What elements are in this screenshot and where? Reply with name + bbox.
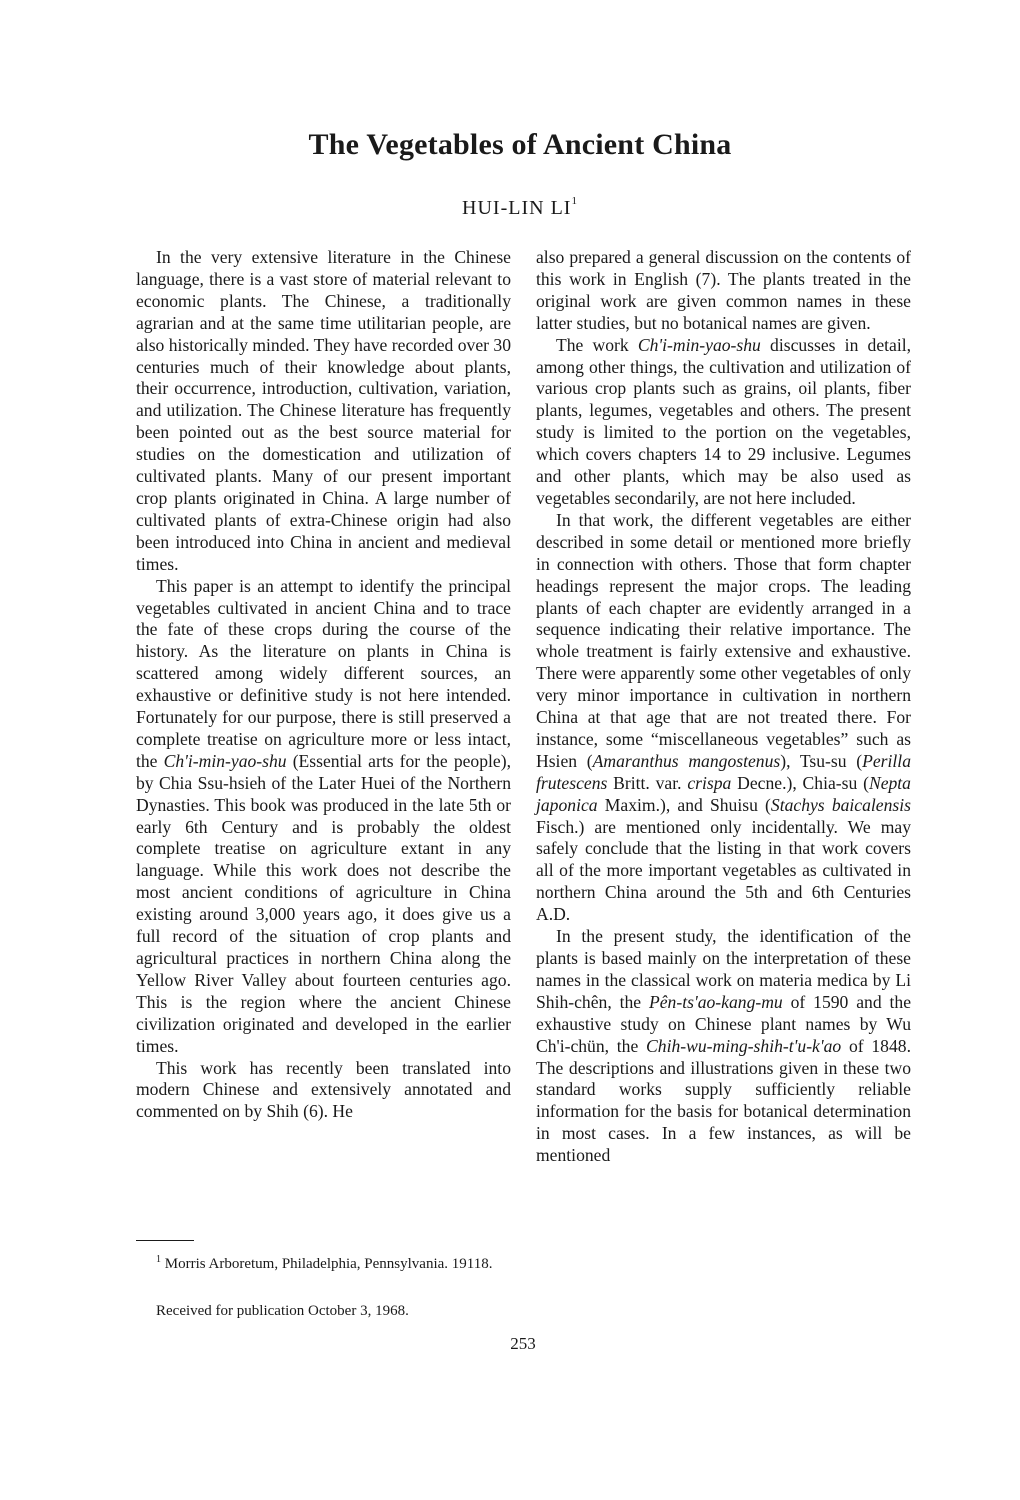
paragraph (536, 510, 911, 926)
paragraph-text: of 1590 and the exhaustive study on Chinese plant names by Wu Ch'i-chün, the (536, 991, 911, 1056)
left-column (136, 247, 511, 1123)
species-name: crispa (687, 772, 732, 793)
work-title: Pên-ts'ao-kang-mu (649, 991, 783, 1012)
paragraph-text: ), Tsu-su ( (780, 750, 863, 771)
species-name: Nepta japonica (536, 772, 911, 815)
paragraph-text: The work (556, 334, 629, 355)
footnote-text: Morris Arboretum, Philadelphia, Pennsylvania. 19118. (164, 1256, 493, 1272)
paragraph-text: This work has recently been translated into modern Chinese and extensively annotated and commented on by Shih (6). He (136, 1057, 511, 1122)
species-name: Perilla frutescens (536, 750, 911, 793)
work-title: Chih-wu-ming-shih-t'u-k'ao (646, 1035, 842, 1056)
paragraph (136, 247, 511, 576)
page-number: 253 (510, 1334, 536, 1353)
paragraph-text: This paper is an attempt to identify the principal vegetables cultivated in ancient China and to trace the fate of these crops during the course of the history. As the literature on plants in China is scattered among widely different sources, an exhaustive or definitive study is not here intended. Fortunately for our purpose, there is still preserved a complete treatise on agriculture more or less intact, the (136, 575, 511, 771)
work-title: Ch'i-min-yao-shu (637, 334, 761, 355)
species-name: Stachys baicalensis (770, 794, 911, 815)
footnote-rule (136, 1240, 194, 1241)
paragraph-text: discusses in detail, among other things, the cultivation and utilization of various crop plants such as grains, oil plants, fiber plants, legumes, vegetables and others. The present study is limited to the portion on the vegetables, which covers chapters 14 to 29 inclusive. Legumes and other plants, which may be also used as vegetables secondarily, are not here included. (536, 334, 912, 508)
author-line (0, 197, 1020, 220)
paragraph (536, 247, 911, 335)
footnote-mark: 1 (156, 1254, 161, 1265)
paragraph-text: of 1848. The descriptions and illustrations given in these two standard works supply sufficiently reliable information for the basis for botanical determination in most cases. In a few instances, as will be mentioned (536, 1035, 911, 1166)
article-title: The Vegetables of Ancient China (308, 128, 732, 161)
footnote (136, 1250, 511, 1274)
paragraph (536, 926, 911, 1167)
right-column (536, 247, 911, 1167)
paragraph-text: In the present study, the identification of the plants is based mainly on the interpretation of these names in the classical work on materia medica by Li Shih-chên, the (536, 926, 911, 1012)
paragraph-text: Maxim.), and Shuisu ( (604, 794, 771, 815)
received-date: Received for publication October 3, 1968. (156, 1303, 409, 1319)
paragraph (536, 335, 911, 510)
paragraph-text: Fisch.) are mentioned only incidentally. We may safely conclude that the listing in that work covers all of the more important vegetables as cultivated in northern China around the 5th and 6th Centuries A.D. (536, 816, 911, 925)
species-name: Amaranthus mangostenus (592, 750, 781, 771)
paragraph-text: Britt. var. (613, 772, 682, 793)
paragraph (136, 576, 511, 1058)
paragraph-text: In that work, the different vegetables are either described in some detail or mentioned more briefly in connection with others. Those that form chapter headings represent the major crops. The leading plants of each chapter are evidently arranged in a sequence indicating their relative importance. The whole treatment is fairly extensive and exhaustive. There were apparently some other vegetables of only very minor importance in cultivation in northern China at that age that are not treated there. For instance, some “miscellaneous vegetables” such as Hsien ( (536, 509, 911, 771)
paragraph-text: also prepared a general discussion on the contents of this work in English (7). The plants treated in the original work are given common names in these latter studies, but no botanical names are given. (536, 247, 911, 333)
author-footnote-mark: 1 (571, 195, 578, 207)
work-title: Ch'i-min-yao-shu (163, 750, 287, 771)
paragraph-text: (Essential arts for the people), by Chia Ssu-hsieh of the Later Huei of the Northern Dynasties. This book was produced in the late 5th or early 6th Century and is probably the oldest complete treatise on agriculture extant in any language. While this work does not describe the most ancient conditions of agriculture in China existing around 3,000 years ago, it does give us a full record of the situation of crop plants and agricultural practices in northern China along the Yellow River Valley about fourteen centuries ago. This is the region where the ancient Chinese civilization originated and developed in the earlier times. (136, 750, 511, 1056)
paragraph (136, 1058, 511, 1124)
paragraph-text: Decne.), Chia-su ( (737, 772, 869, 793)
author-name: HUI-LIN LI (462, 197, 572, 219)
paragraph-text: In the very extensive literature in the Chinese language, there is a vast store of material relevant to economic plants. The Chinese, a traditionally agrarian and at the same time utilitarian people, are also historically minded. They have recorded over 30 centuries much of their knowledge about plants, their occurrence, introduction, cultivation, variation, and utilization. The Chinese literature has frequently been pointed out as the best source material for studies on the domestication and utilization of cultivated plants. Many of our present important crop plants originated in China. A large number of cultivated plants of extra-Chinese origin had also been introduced into China in ancient and medieval times. (136, 247, 511, 574)
